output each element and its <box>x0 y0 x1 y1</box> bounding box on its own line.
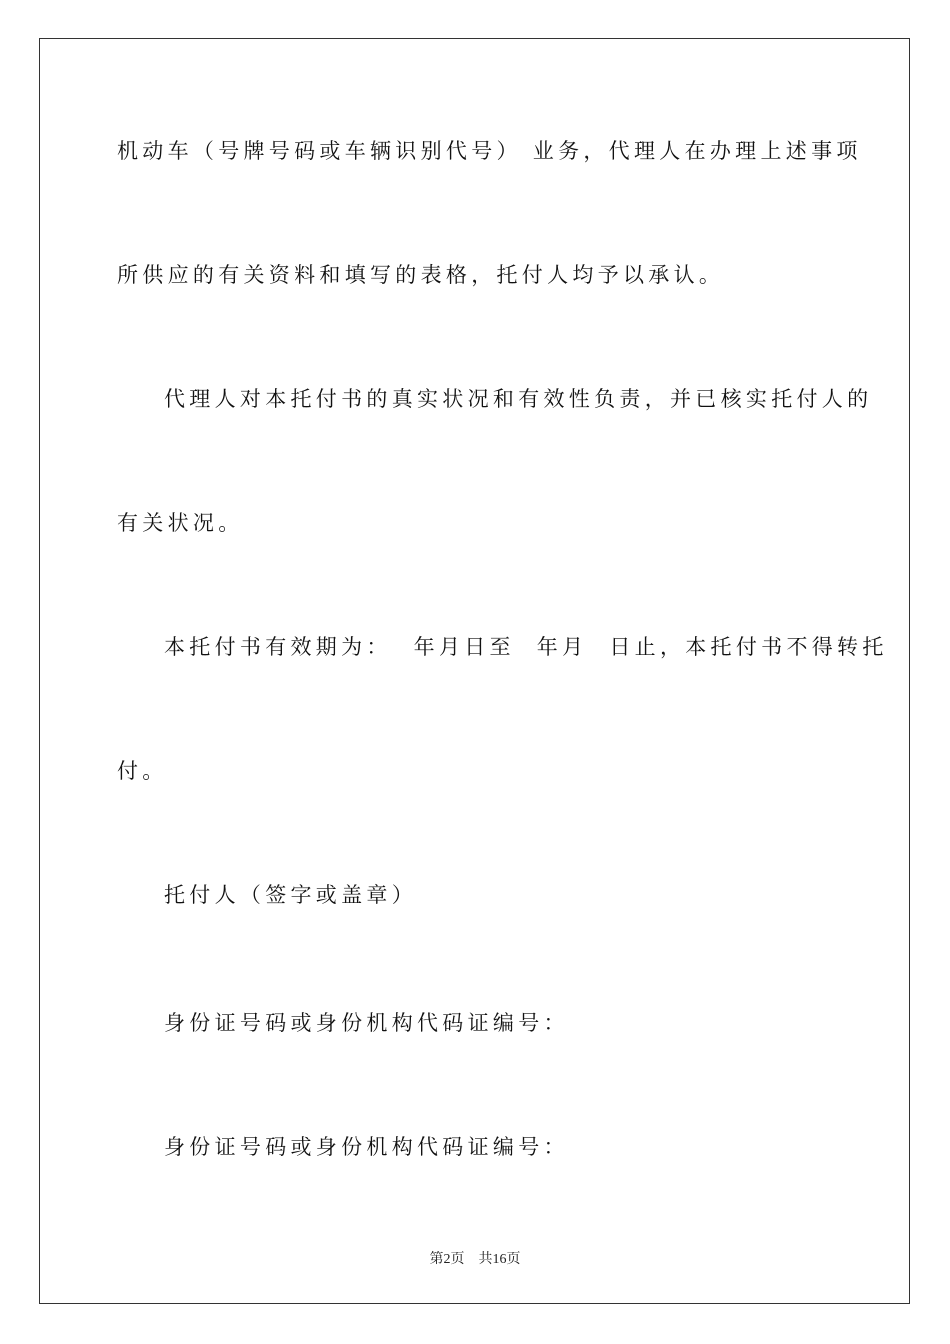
paragraph-line-2: 所供应的有关资料和填写的表格，托付人均予以承认。 <box>117 263 725 287</box>
paragraph-line-3: 代理人对本托付书的真实状况和有效性负责，并已核实托付人的 <box>164 387 873 411</box>
signature-line: 托付人（签字或盖章） <box>164 883 417 907</box>
paragraph-line-1: 机动车（号牌号码或车辆识别代号） 业务，代理人在办理上述事项 <box>117 139 862 163</box>
page-border <box>39 38 910 1304</box>
paragraph-line-4: 有关状况。 <box>117 511 244 535</box>
id-number-line-1: 身份证号码或身份机构代码证编号： <box>164 1011 569 1035</box>
page-footer <box>0 1248 950 1268</box>
paragraph-line-5: 本托付书有效期为： 年月日至 年月 日止，本托付书不得转托 <box>164 635 888 659</box>
page-number: 第2页 <box>429 1252 465 1267</box>
paragraph-line-6: 付。 <box>117 759 168 783</box>
page-total: 共16页 <box>478 1252 521 1267</box>
id-number-line-2: 身份证号码或身份机构代码证编号： <box>164 1135 569 1159</box>
